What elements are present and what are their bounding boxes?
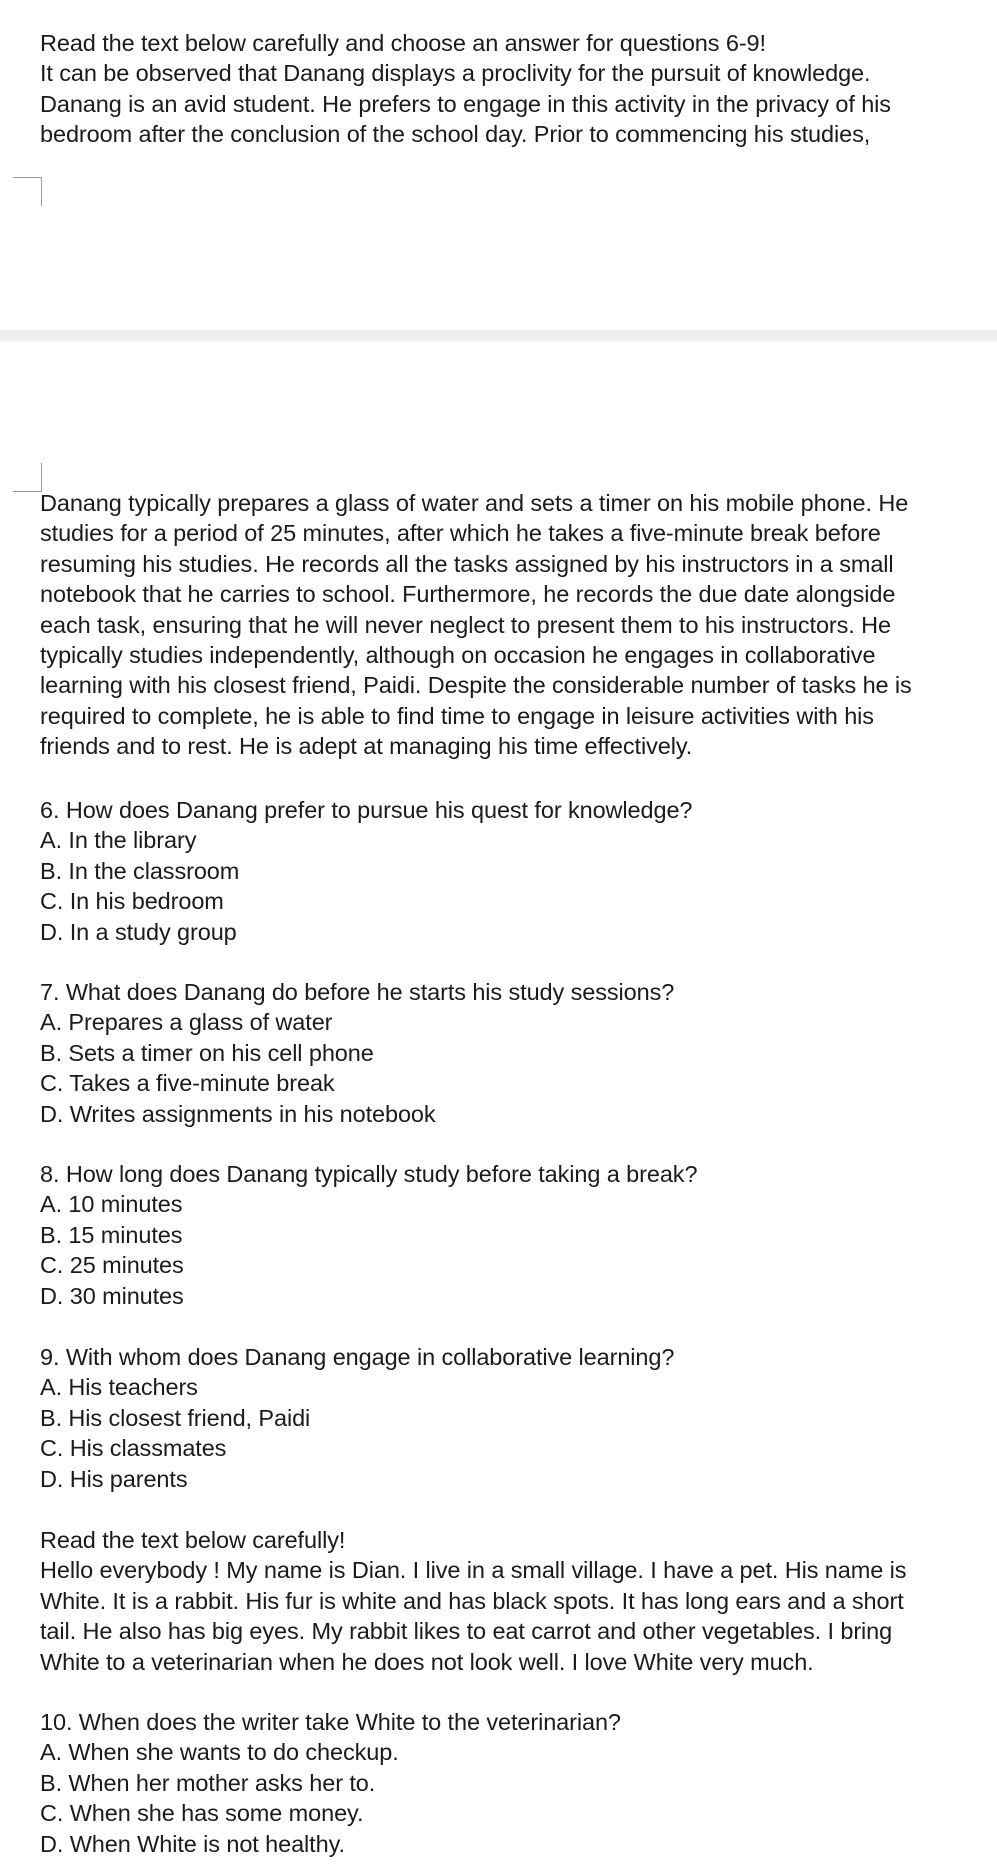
question-10 (40, 1707, 990, 1859)
passage-line: studies for a period of 25 minutes, after which he takes a five-minute break before (40, 520, 881, 547)
passage-line: required to complete, he is able to find time to engage in leisure activities with his (40, 702, 874, 729)
answer-option-b: B. 15 minutes (40, 1221, 183, 1248)
question-9 (40, 1342, 990, 1494)
question-text: 9. With whom does Danang engage in collaborative learning? (40, 1344, 675, 1370)
question-7 (40, 977, 990, 1129)
reading-passage-1-top (40, 28, 990, 150)
page-separator (0, 330, 997, 341)
passage-line: tail. He also has big eyes. My rabbit likes to eat carrot and other vegetables. I bring (40, 1618, 893, 1645)
question-8 (40, 1159, 990, 1311)
answer-option-d: D. When White is not healthy. (40, 1830, 345, 1857)
question-6 (40, 795, 990, 947)
answer-option-a: A. His teachers (40, 1374, 198, 1401)
answer-option-d: D. In a study group (40, 918, 237, 945)
answer-option-b: B. In the classroom (40, 857, 240, 884)
answer-option-a: A. Prepares a glass of water (40, 1009, 333, 1036)
answer-option-d: D. Writes assignments in his notebook (40, 1100, 436, 1127)
answer-option-c: C. In his bedroom (40, 888, 224, 915)
passage-line: bedroom after the conclusion of the school day. Prior to commencing his studies, (40, 121, 871, 148)
passage-line: Danang typically prepares a glass of water and sets a timer on his mobile phone. He (40, 490, 909, 516)
question-text: 8. How long does Danang typically study before taking a break? (40, 1161, 698, 1187)
answer-option-c: C. Takes a five-minute break (40, 1070, 335, 1097)
reading-passage-2 (40, 1525, 990, 1677)
question-text: 7. What does Danang do before he starts his study sessions? (40, 979, 675, 1005)
passage-line: resuming his studies. He records all the tasks assigned by his instructors in a small (40, 550, 894, 577)
passage-line: friends and to rest. He is adept at managing his time effectively. (40, 733, 693, 760)
answer-option-d: D. His parents (40, 1465, 188, 1492)
answer-option-a: A. When she wants to do checkup. (40, 1739, 399, 1766)
answer-option-c: C. 25 minutes (40, 1252, 184, 1279)
answer-option-c: C. When she has some money. (40, 1800, 364, 1827)
passage-line: It can be observed that Danang displays a proclivity for the pursuit of knowledge. (40, 60, 871, 87)
answer-option-a: A. In the library (40, 827, 197, 854)
question-text: 6. How does Danang prefer to pursue his quest for knowledge? (40, 797, 693, 823)
passage-line: typically studies independently, although on occasion he engages in collaborative (40, 642, 876, 669)
passage-line: notebook that he carries to school. Furthermore, he records the due date alongside (40, 581, 896, 608)
reading-passage-1-bottom (40, 488, 990, 762)
passage-line: learning with his closest friend, Paidi. Despite the considerable number of tasks he is (40, 672, 912, 699)
answer-option-b: B. His closest friend, Paidi (40, 1404, 311, 1431)
passage-line: Hello everybody ! My name is Dian. I live in a small village. I have a pet. His name is (40, 1557, 907, 1584)
instruction-text: Read the text below carefully! (40, 1527, 346, 1553)
passage-line: White. It is a rabbit. His fur is white and has black spots. It has long ears and a short (40, 1587, 904, 1614)
answer-option-c: C. His classmates (40, 1435, 227, 1462)
passage-line: each task, ensuring that he will never neglect to present them to his instructors. He (40, 611, 891, 638)
instruction-text: Read the text below carefully and choose an answer for questions 6-9! (40, 30, 766, 56)
answer-option-b: B. Sets a timer on his cell phone (40, 1039, 374, 1066)
answer-option-d: D. 30 minutes (40, 1282, 184, 1309)
answer-option-b: B. When her mother asks her to. (40, 1769, 376, 1796)
page-corner-mark-icon (13, 177, 42, 206)
passage-line: Danang is an avid student. He prefers to engage in this activity in the privacy of his (40, 90, 891, 117)
question-text: 10. When does the writer take White to the veterinarian? (40, 1709, 621, 1735)
page-corner-mark-icon (13, 463, 42, 492)
answer-option-a: A. 10 minutes (40, 1191, 183, 1218)
passage-line: White to a veterinarian when he does not look well. I love White very much. (40, 1648, 814, 1675)
